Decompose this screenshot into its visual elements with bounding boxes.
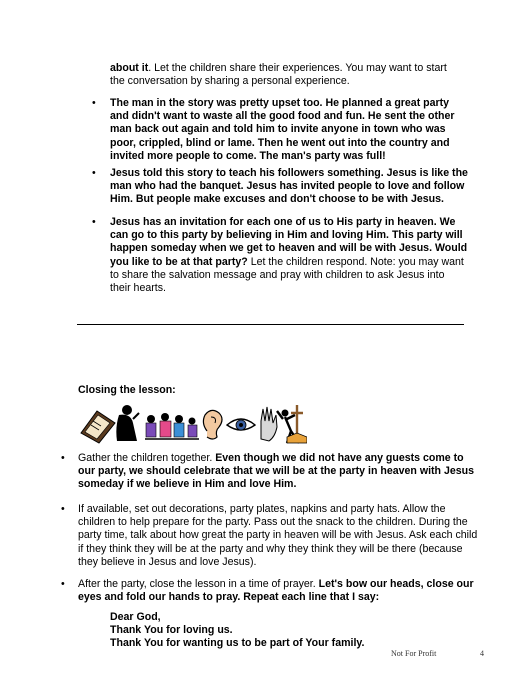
children-group-icon xyxy=(145,413,199,439)
bullet-dot: • xyxy=(92,97,96,109)
closing-bullet-gather xyxy=(78,452,480,492)
lesson-icons-strip xyxy=(79,401,307,445)
bullet-dot: • xyxy=(92,216,96,228)
intro-bold: about it xyxy=(110,62,149,74)
closing-bullet-decorations: If available, set out decorations, party plates, napkins and party hats. Allow the children to help prepare for the party. Pass out the snack to the children. During the party time, talk about how great the party in heaven will be with Jesus. Ask each child if they think they will be at the party and why they think they will be there (because they believe in Jesus and love Jesus). xyxy=(78,503,478,568)
closing-heading: Closing the lesson: xyxy=(78,384,176,396)
story-bullet-upset: The man in the story was pretty upset too. He planned a great party and didn't want to waste all the good food and fun. He sent the other man back out again and told him to invite anyone in town who was poor, crippled, blind or lame. Then he went out into the country and invited more people to come. The man's party was full! xyxy=(110,97,455,162)
eye-icon xyxy=(227,419,255,430)
gather-bold: Even though we did not have any guests come to our party, we should celebrate that we will be at the party in heaven with Jesus someday if we believe in Him and love Him. xyxy=(78,452,474,491)
prayer-line: Thank You for wanting us to be part of Your family. xyxy=(110,637,365,650)
bullet-dot: • xyxy=(92,167,96,179)
praying-person-icon xyxy=(116,405,139,441)
prayer-line: Thank You for loving us. xyxy=(110,624,233,637)
prayer-intro-bold: Let's bow our heads, close our eyes and fold our hands to pray. Repeat each line that I say: xyxy=(78,578,474,604)
footer-label: Not For Profit xyxy=(391,649,437,658)
cross-book-icon xyxy=(287,405,307,443)
intro-paragraph xyxy=(110,62,462,88)
ear-icon xyxy=(203,410,222,439)
invitation-normal: Let the children respond. Note: you may want to share the salvation message and pray with children to ask Jesus into their hearts. xyxy=(110,255,464,295)
gather-normal: Gather the children together. xyxy=(78,452,216,464)
bible-icon xyxy=(81,411,115,443)
story-bullet-invitation xyxy=(110,216,468,295)
bullet-dot: • xyxy=(61,503,65,515)
story-bullet-teach: Jesus told this story to teach his followers something. Jesus is like the man who had the banquet. Jesus has invited people to love and follow Him. But people make excuses and don't choose to be with Jesus. xyxy=(110,167,468,206)
prayer-intro-normal: After the party, close the lesson in a time of prayer. xyxy=(78,578,319,590)
page-number: 4 xyxy=(480,649,484,658)
intro-text: . Let the children share their experiences. You may want to start the conversation by sharing a personal experience. xyxy=(110,62,447,88)
invitation-bold: Jesus has an invitation for each one of us to His party in heaven. We can go to this party by believing in Him and loving Him. This party will happen someday when we get to heaven and will be with Jesus. Would you like to be at that party? xyxy=(110,216,468,268)
bullet-dot: • xyxy=(61,452,65,464)
hand-icon xyxy=(261,407,277,441)
section-divider xyxy=(77,324,464,325)
closing-bullet-prayer xyxy=(78,578,480,604)
prayer-line: Dear God, xyxy=(110,611,161,623)
prayer-lines xyxy=(110,611,364,651)
bullet-dot: • xyxy=(61,578,65,590)
